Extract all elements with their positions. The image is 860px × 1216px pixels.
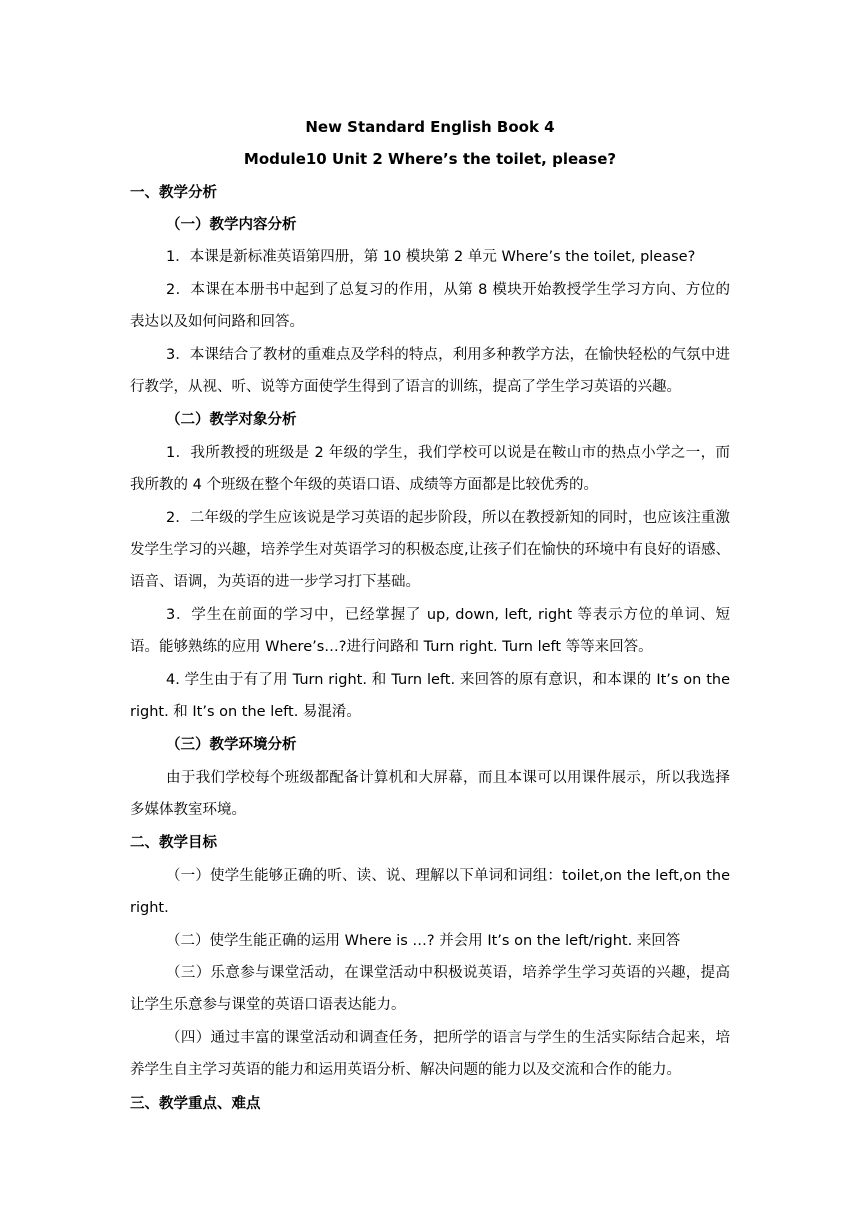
paragraph: 2．本课在本册书中起到了总复习的作用，从第 8 模块开始教授学生学习方向、方位的表达以及如何问路和回答。 bbox=[130, 282, 730, 330]
section-heading-analysis: 一、教学分析 bbox=[130, 185, 217, 201]
subheading-environment-analysis: （三）教学环境分析 bbox=[166, 737, 297, 753]
paragraph: （四）通过丰富的课堂活动和调查任务，把所学的语言与学生的生活实际结合起来，培养学生自主学习英语的能力和运用英语分析、解决问题的能力以及交流和合作的能力。 bbox=[130, 1030, 730, 1078]
document-subtitle: Module10 Unit 2 Where’s the toilet, please? bbox=[243, 150, 617, 168]
section-heading-objectives: 二、教学目标 bbox=[130, 835, 217, 851]
paragraph: 1．本课是新标准英语第四册，第 10 模块第 2 单元 Where’s the toilet, please? bbox=[166, 249, 696, 265]
section-heading-key-points: 三、教学重点、难点 bbox=[130, 1096, 261, 1112]
paragraph: （二）使学生能正确的运用 Where is …? 并会用 It’s on the left/right. 来回答 bbox=[166, 933, 681, 949]
subheading-content-analysis: （一）教学内容分析 bbox=[166, 217, 297, 233]
document-title: New Standard English Book 4 bbox=[305, 118, 555, 136]
paragraph: 由于我们学校每个班级都配备计算机和大屏幕，而且本课可以用课件展示，所以我选择多媒体教室环境。 bbox=[130, 770, 730, 818]
subheading-learner-analysis: （二）教学对象分析 bbox=[166, 412, 297, 428]
paragraph: 3．本课结合了教材的重难点及学科的特点，利用多种教学方法，在愉快轻松的气氛中进行教学，从视、听、说等方面使学生得到了语言的训练，提高了学生学习英语的兴趣。 bbox=[130, 347, 730, 395]
paragraph: 2．二年级的学生应该说是学习英语的起步阶段，所以在教授新知的同时，也应该注重激发学生学习的兴趣，培养学生对英语学习的积极态度,让孩子们在愉快的环境中有良好的语感、语音、语调，为英语的进一步学习打下基础。 bbox=[130, 510, 730, 590]
paragraph: 1．我所教授的班级是 2 年级的学生，我们学校可以说是在鞍山市的热点小学之一，而我所教的 4 个班级在整个年级的英语口语、成绩等方面都是比较优秀的。 bbox=[130, 445, 730, 493]
paragraph: 3．学生在前面的学习中，已经掌握了 up, down, left, right 等表示方位的单词、短语。能够熟练的应用 Where’s…?进行问路和 Turn right. Turn left 等等来回答。 bbox=[130, 607, 730, 655]
paragraph: （三）乐意参与课堂活动，在课堂活动中积极说英语，培养学生学习英语的兴趣，提高让学生乐意参与课堂的英语口语表达能力。 bbox=[130, 965, 730, 1013]
paragraph: （一）使学生能够正确的听、读、说、理解以下单词和词组：toilet,on the left,on the right. bbox=[130, 868, 730, 916]
paragraph: 4. 学生由于有了用 Turn right. 和 Turn left. 来回答的原有意识，和本课的 It’s on the right. 和 It’s on the left. 易混淆。 bbox=[130, 672, 730, 720]
